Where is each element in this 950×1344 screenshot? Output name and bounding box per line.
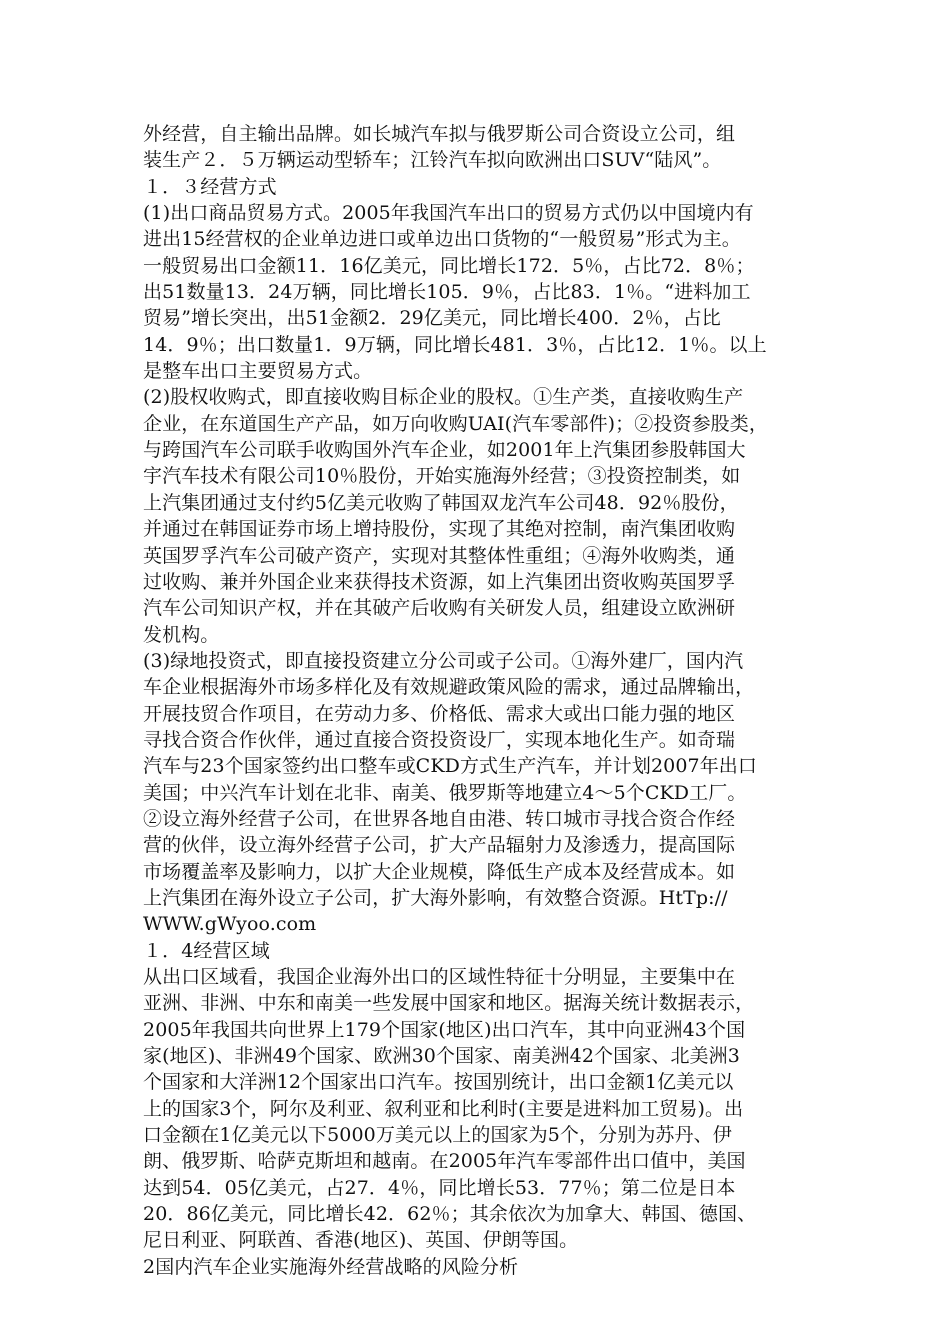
text-line: 开展技贸合作项目，在劳动力多、价格低、需求大或出口能力强的地区 bbox=[143, 702, 736, 725]
text-line: 达到54．05亿美元，占27．4％，同比增长53．77％；第二位是日本 bbox=[143, 1176, 736, 1199]
text-line: 美国；中兴汽车计划在北非、南美、俄罗斯等地建立4～5个CKD工厂。 bbox=[143, 781, 747, 804]
text-line: (3)绿地投资式，即直接投资建立分公司或子公司。①海外建厂，国内汽 bbox=[143, 649, 744, 672]
text-line: 汽车公司知识产权，并在其破产后收购有关研发人员，组建设立欧洲研 bbox=[143, 597, 736, 620]
text-line: 并通过在韩国证券市场上增持股份，实现了其绝对控制，南汽集团收购 bbox=[143, 518, 736, 541]
text-line: 发机构。 bbox=[143, 623, 220, 646]
text-line: (1)出口商品贸易方式。2005年我国汽车出口的贸易方式仍以中国境内有 bbox=[143, 202, 754, 225]
text-line: 寻找合资合作伙伴，通过直接合资投资设厂，实现本地化生产。如奇瑞 bbox=[143, 728, 736, 751]
text-line: 上汽集团通过支付约5亿美元收购了韩国双龙汽车公司48．92％股份， bbox=[143, 491, 739, 514]
text-line: (2)股权收购式，即直接收购目标企业的股权。①生产类，直接收购生产 bbox=[143, 386, 744, 409]
text-line: 营的伙伴，设立海外经营子公司，扩大产品辐射力及渗透力，提高国际 bbox=[143, 834, 736, 857]
text-line: 家(地区)、非洲49个国家、欧洲30个国家、南美洲42个国家、北美洲3 bbox=[143, 1045, 740, 1068]
text-line: 市场覆盖率及影响力，以扩大企业规模，降低生产成本及经营成本。如 bbox=[143, 860, 736, 883]
text-line: １．4经营区域 bbox=[143, 939, 270, 962]
text-line: 企业，在东道国生产产品，如万向收购UAI(汽车零部件)；②投资参股类， bbox=[143, 412, 768, 435]
text-line: 一般贸易出口金额11．16亿美元，同比增长172．5％，占比72．8％； bbox=[143, 254, 755, 277]
text-line: WWW.gWyoo.com bbox=[143, 913, 317, 936]
text-line: 进出15经营权的企业单边进口或单边出口货物的“一般贸易”形式为主。 bbox=[143, 228, 741, 251]
text-line: ②设立海外经营子公司，在世界各地自由港、转口城市寻找合资合作经 bbox=[143, 807, 736, 830]
text-line: 尼日利亚、阿联酋、香港(地区)、英国、伊朗等国。 bbox=[143, 1229, 579, 1252]
text-line: 汽车与23个国家签约出口整车或CKD方式生产汽车，并计划2007年出口 bbox=[143, 755, 757, 778]
text-line: 贸易”增长突出，出51金额2．29亿美元，同比增长400．2％，占比 bbox=[143, 307, 721, 330]
text-line: 14．9％；出口数量1．9万辆，同比增长481．3％，占比12．1％。以上 bbox=[143, 333, 767, 356]
text-line: 亚洲、非洲、中东和南美一些发展中国家和地区。据海关统计数据表示， bbox=[143, 992, 755, 1015]
text-line: 朗、俄罗斯、哈萨克斯坦和越南。在2005年汽车零部件出口值中，美国 bbox=[143, 1150, 746, 1173]
text-line: 2005年我国共向世界上179个国家(地区)出口汽车，其中向亚洲43个国 bbox=[143, 1018, 746, 1041]
text-line: 是整车出口主要贸易方式。 bbox=[143, 360, 373, 383]
text-line: 与跨国汽车公司联手收购国外汽车企业，如2001年上汽集团参股韩国大 bbox=[143, 439, 746, 462]
text-line: 上的国家3个，阿尔及利亚、叙利亚和比利时(主要是进料加工贸易)。出 bbox=[143, 1097, 744, 1120]
text-line: 20．86亿美元，同比增长42．62％；其余依次为加拿大、韩国、德国、 bbox=[143, 1203, 757, 1226]
text-line: 英国罗孚汽车公司破产资产，实现对其整体性重组；④海外收购类，通 bbox=[143, 544, 736, 567]
text-line: 2国内汽车企业实施海外经营战略的风险分析 bbox=[143, 1255, 519, 1278]
text-line: 上汽集团在海外设立子公司，扩大海外影响，有效整合资源。HtTp:// bbox=[143, 886, 728, 909]
document-page bbox=[143, 121, 823, 1280]
text-line: 口金额在1亿美元以下5000万美元以上的国家为5个，分别为苏丹、伊 bbox=[143, 1124, 732, 1147]
text-line: 外经营，自主输出品牌。如长城汽车拟与俄罗斯公司合资设立公司，组 bbox=[143, 123, 736, 145]
text-line: 过收购、兼并外国企业来获得技术资源，如上汽集团出资收购英国罗孚 bbox=[143, 570, 736, 593]
text-line: 出51数量13．24万辆，同比增长105．9％，占比83．1％。“进料加工 bbox=[143, 281, 751, 304]
text-line: 个国家和大洋洲12个国家出口汽车。按国别统计，出口金额1亿美元以 bbox=[143, 1071, 734, 1094]
text-line: 从出口区域看，我国企业海外出口的区域性特征十分明显，主要集中在 bbox=[143, 966, 736, 988]
text-line: 车企业根据海外市场多样化及有效规避政策风险的需求，通过品牌输出， bbox=[143, 676, 755, 699]
text-line: 宇汽车技术有限公司10％股份，开始实施海外经营；③投资控制类，如 bbox=[143, 465, 741, 488]
text-line: 装生产２．５万辆运动型轿车；江铃汽车拟向欧洲出口SUV“陆风”。 bbox=[143, 149, 722, 172]
text-line: １．３经营方式 bbox=[143, 175, 277, 198]
